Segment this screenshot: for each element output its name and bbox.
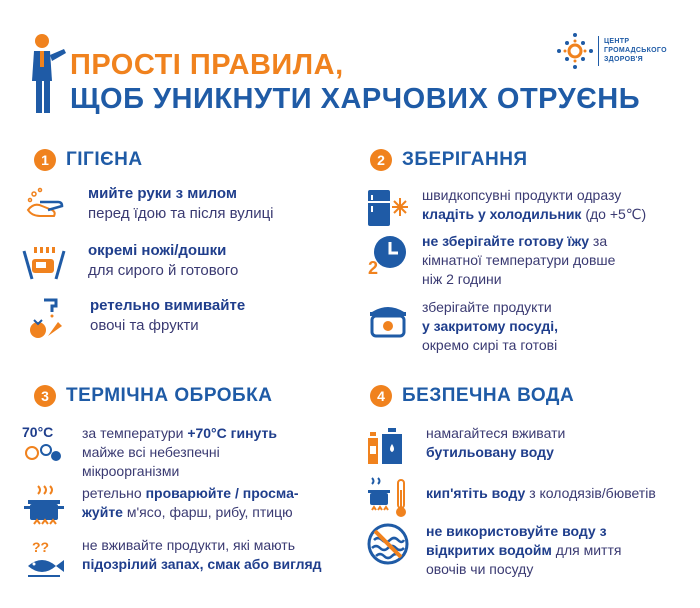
item-pre: зберігайте продукти bbox=[422, 299, 552, 315]
title-line-1: ПРОСТІ ПРАВИЛА, bbox=[70, 49, 344, 81]
section-safe-water-heading bbox=[370, 384, 574, 408]
water-item-boil bbox=[366, 476, 656, 520]
section-number: 2 bbox=[370, 149, 392, 171]
title-line-2: ЩОБ УНИКНУТИ ХАРЧОВИХ ОТРУЄНЬ bbox=[70, 83, 641, 115]
water-bottles-icon bbox=[366, 424, 410, 468]
item-bold: не використовуйте воду з bbox=[426, 523, 607, 539]
section-hygiene-heading bbox=[34, 148, 143, 172]
item-text bbox=[422, 298, 558, 355]
item-bold: не зберігайте готову їжу bbox=[422, 233, 590, 249]
item-pre: за температури bbox=[82, 425, 188, 441]
item-bold: кладіть у холодильник bbox=[422, 206, 582, 222]
hygiene-item-wash-vegetables bbox=[24, 296, 245, 340]
item-line3: овочів чи посуду bbox=[426, 561, 534, 577]
item-rest: перед їдою та після вулиці bbox=[88, 205, 274, 222]
item-bold: бутильовану воду bbox=[426, 444, 554, 460]
item-text bbox=[82, 484, 299, 522]
section-title: БЕЗПЕЧНА ВОДА bbox=[402, 385, 575, 406]
item-post: м'ясо, фарш, рибу, птицю bbox=[122, 504, 293, 520]
section-title: ЗБЕРІГАННЯ bbox=[402, 149, 528, 170]
item-text bbox=[422, 186, 646, 224]
item-text bbox=[426, 424, 565, 462]
item-bold2: жуйте bbox=[82, 504, 123, 520]
clock-icon bbox=[366, 232, 410, 276]
page-title bbox=[70, 48, 640, 116]
section-number: 4 bbox=[370, 385, 392, 407]
section-storage-heading bbox=[370, 148, 528, 172]
logo-divider bbox=[598, 36, 599, 66]
item-bold: мийте руки з милом bbox=[88, 185, 237, 202]
germs-icon bbox=[24, 442, 64, 464]
item-text bbox=[88, 184, 274, 224]
section-title: ТЕРМІЧНА ОБРОБКА bbox=[66, 385, 273, 406]
no-open-water-icon bbox=[366, 522, 410, 566]
item-bold: ретельно вимивайте bbox=[90, 297, 246, 314]
item-post: (до +5℃) bbox=[581, 206, 647, 222]
storage-item-room-temp bbox=[366, 232, 615, 289]
container-icon bbox=[366, 298, 410, 342]
hygiene-item-separate-knives bbox=[22, 241, 238, 285]
logo-text-line-2: ГРОМАДСЬКОГО bbox=[604, 47, 667, 54]
water-item-bottled bbox=[366, 424, 565, 468]
item-text bbox=[82, 424, 277, 481]
item-post: за bbox=[589, 233, 608, 249]
section-heat-treatment-heading bbox=[34, 384, 273, 408]
item-pre: намагайтеся вживати bbox=[426, 425, 566, 441]
logo-text bbox=[604, 37, 667, 64]
logo-text-line-3: ЗДОРОВ'Я bbox=[604, 56, 643, 63]
item-post: з колодязів/бюветів bbox=[525, 485, 656, 501]
item-text bbox=[426, 484, 656, 503]
fridge-snowflake-icon bbox=[366, 186, 410, 230]
temperature-label: 70°C bbox=[22, 424, 54, 440]
cutting-board-icon bbox=[22, 241, 66, 285]
heat-item-70c bbox=[22, 424, 277, 481]
item-text bbox=[422, 232, 615, 289]
item-pre: ретельно bbox=[82, 485, 146, 501]
item-post: для миття bbox=[551, 542, 622, 558]
item-pre: не вживайте продукти, які мають bbox=[82, 537, 296, 553]
section-title: ГІГІЄНА bbox=[66, 149, 143, 170]
heat-item-cook-thoroughly bbox=[22, 484, 299, 528]
item-rest: для сирого й готового bbox=[88, 262, 239, 279]
temperature-germs-icon bbox=[22, 424, 66, 468]
svg-text:??: ?? bbox=[32, 539, 50, 555]
item-rest: овочі та фрукти bbox=[90, 317, 199, 334]
logo-text-line-1: ЦЕНТР bbox=[604, 38, 630, 45]
faucet-vegetables-icon bbox=[24, 296, 68, 340]
water-item-open-water bbox=[366, 522, 621, 579]
boiling-pot-thermometer-icon bbox=[366, 476, 410, 520]
item-text bbox=[90, 296, 245, 336]
public-health-center-logo-icon bbox=[556, 32, 594, 70]
item-bold: кип'ятіть воду bbox=[426, 485, 526, 501]
suspicious-fish-icon bbox=[22, 536, 66, 580]
item-text bbox=[82, 536, 322, 574]
item-text bbox=[88, 241, 238, 281]
item-line3: окремо сирі та готові bbox=[422, 337, 558, 353]
item-line3: ніж 2 години bbox=[422, 271, 502, 287]
washing-hands-icon bbox=[22, 184, 66, 228]
presenter-figure-icon bbox=[28, 33, 70, 115]
item-bold: проварюйте / просма- bbox=[145, 485, 299, 501]
storage-item-fridge bbox=[366, 186, 646, 230]
item-line2: кімнатної температури довше bbox=[422, 252, 616, 268]
heat-item-suspicious bbox=[22, 536, 322, 580]
item-bold2: відкритих водойм bbox=[426, 542, 552, 558]
svg-text:2: 2 bbox=[368, 258, 379, 276]
item-line2: майже всі небезпечні bbox=[82, 444, 220, 460]
item-bold: підозрілий запах, смак або вигляд bbox=[82, 556, 322, 572]
section-number: 1 bbox=[34, 149, 56, 171]
item-text bbox=[426, 522, 621, 579]
hygiene-item-wash-hands bbox=[22, 184, 274, 228]
item-bold: окремі ножі/дошки bbox=[88, 242, 227, 259]
item-pre: швидкопсувні продукти одразу bbox=[422, 187, 622, 203]
item-line3: мікроорганізми bbox=[82, 463, 180, 479]
cooking-pot-icon bbox=[22, 484, 66, 528]
item-bold: у закритому посуді, bbox=[422, 318, 559, 334]
storage-item-closed-container bbox=[366, 298, 558, 355]
item-bold: +70°С гинуть bbox=[187, 425, 277, 441]
section-number: 3 bbox=[34, 385, 56, 407]
